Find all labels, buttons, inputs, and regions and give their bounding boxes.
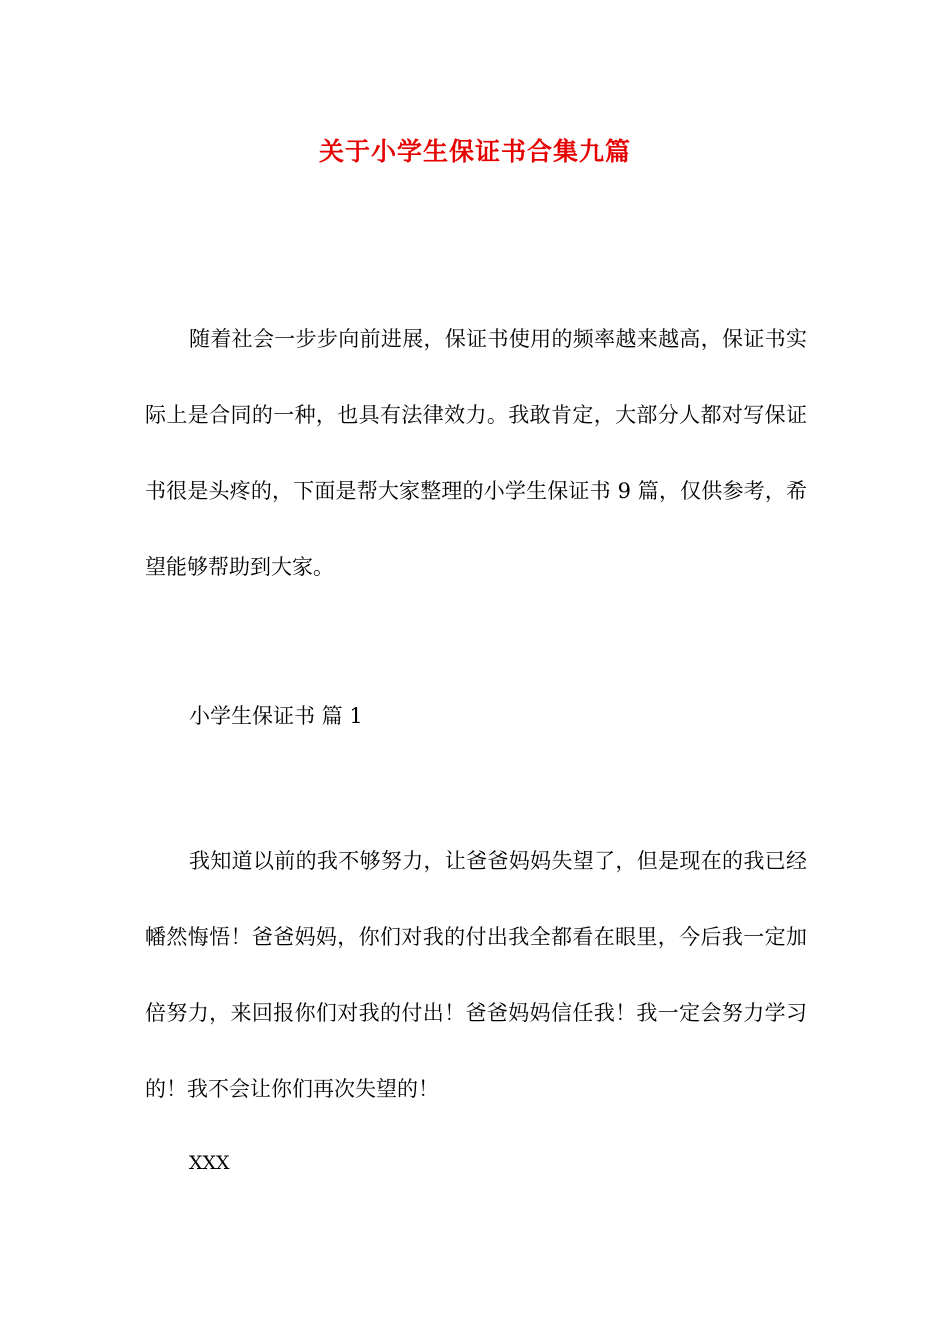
signature: XXX (189, 1152, 230, 1174)
section-body-paragraph: 我知道以前的我不够努力，让爸爸妈妈失望了，但是现在的我已经幡然悔悟！爸爸妈妈，你们对我的付出我全都看在眼里，今后我一定加倍努力，来回报你们对我的付出！爸爸妈妈信任我！我一定会努力学习的！我不会让你们再次失望的！ (145, 849, 807, 1101)
section-heading: 小学生保证书 篇 1 (189, 704, 363, 728)
document-title: 关于小学生保证书合集九篇 (318, 137, 631, 166)
intro-paragraph: 随着社会一步步向前进展，保证书使用的频率越来越高，保证书实际上是合同的一种，也具有法律效力。我敢肯定，大部分人都对写保证书很是头疼的，下面是帮大家整理的小学生保证书 9 篇，仅供参考，希望能够帮助到大家。 (145, 327, 807, 579)
